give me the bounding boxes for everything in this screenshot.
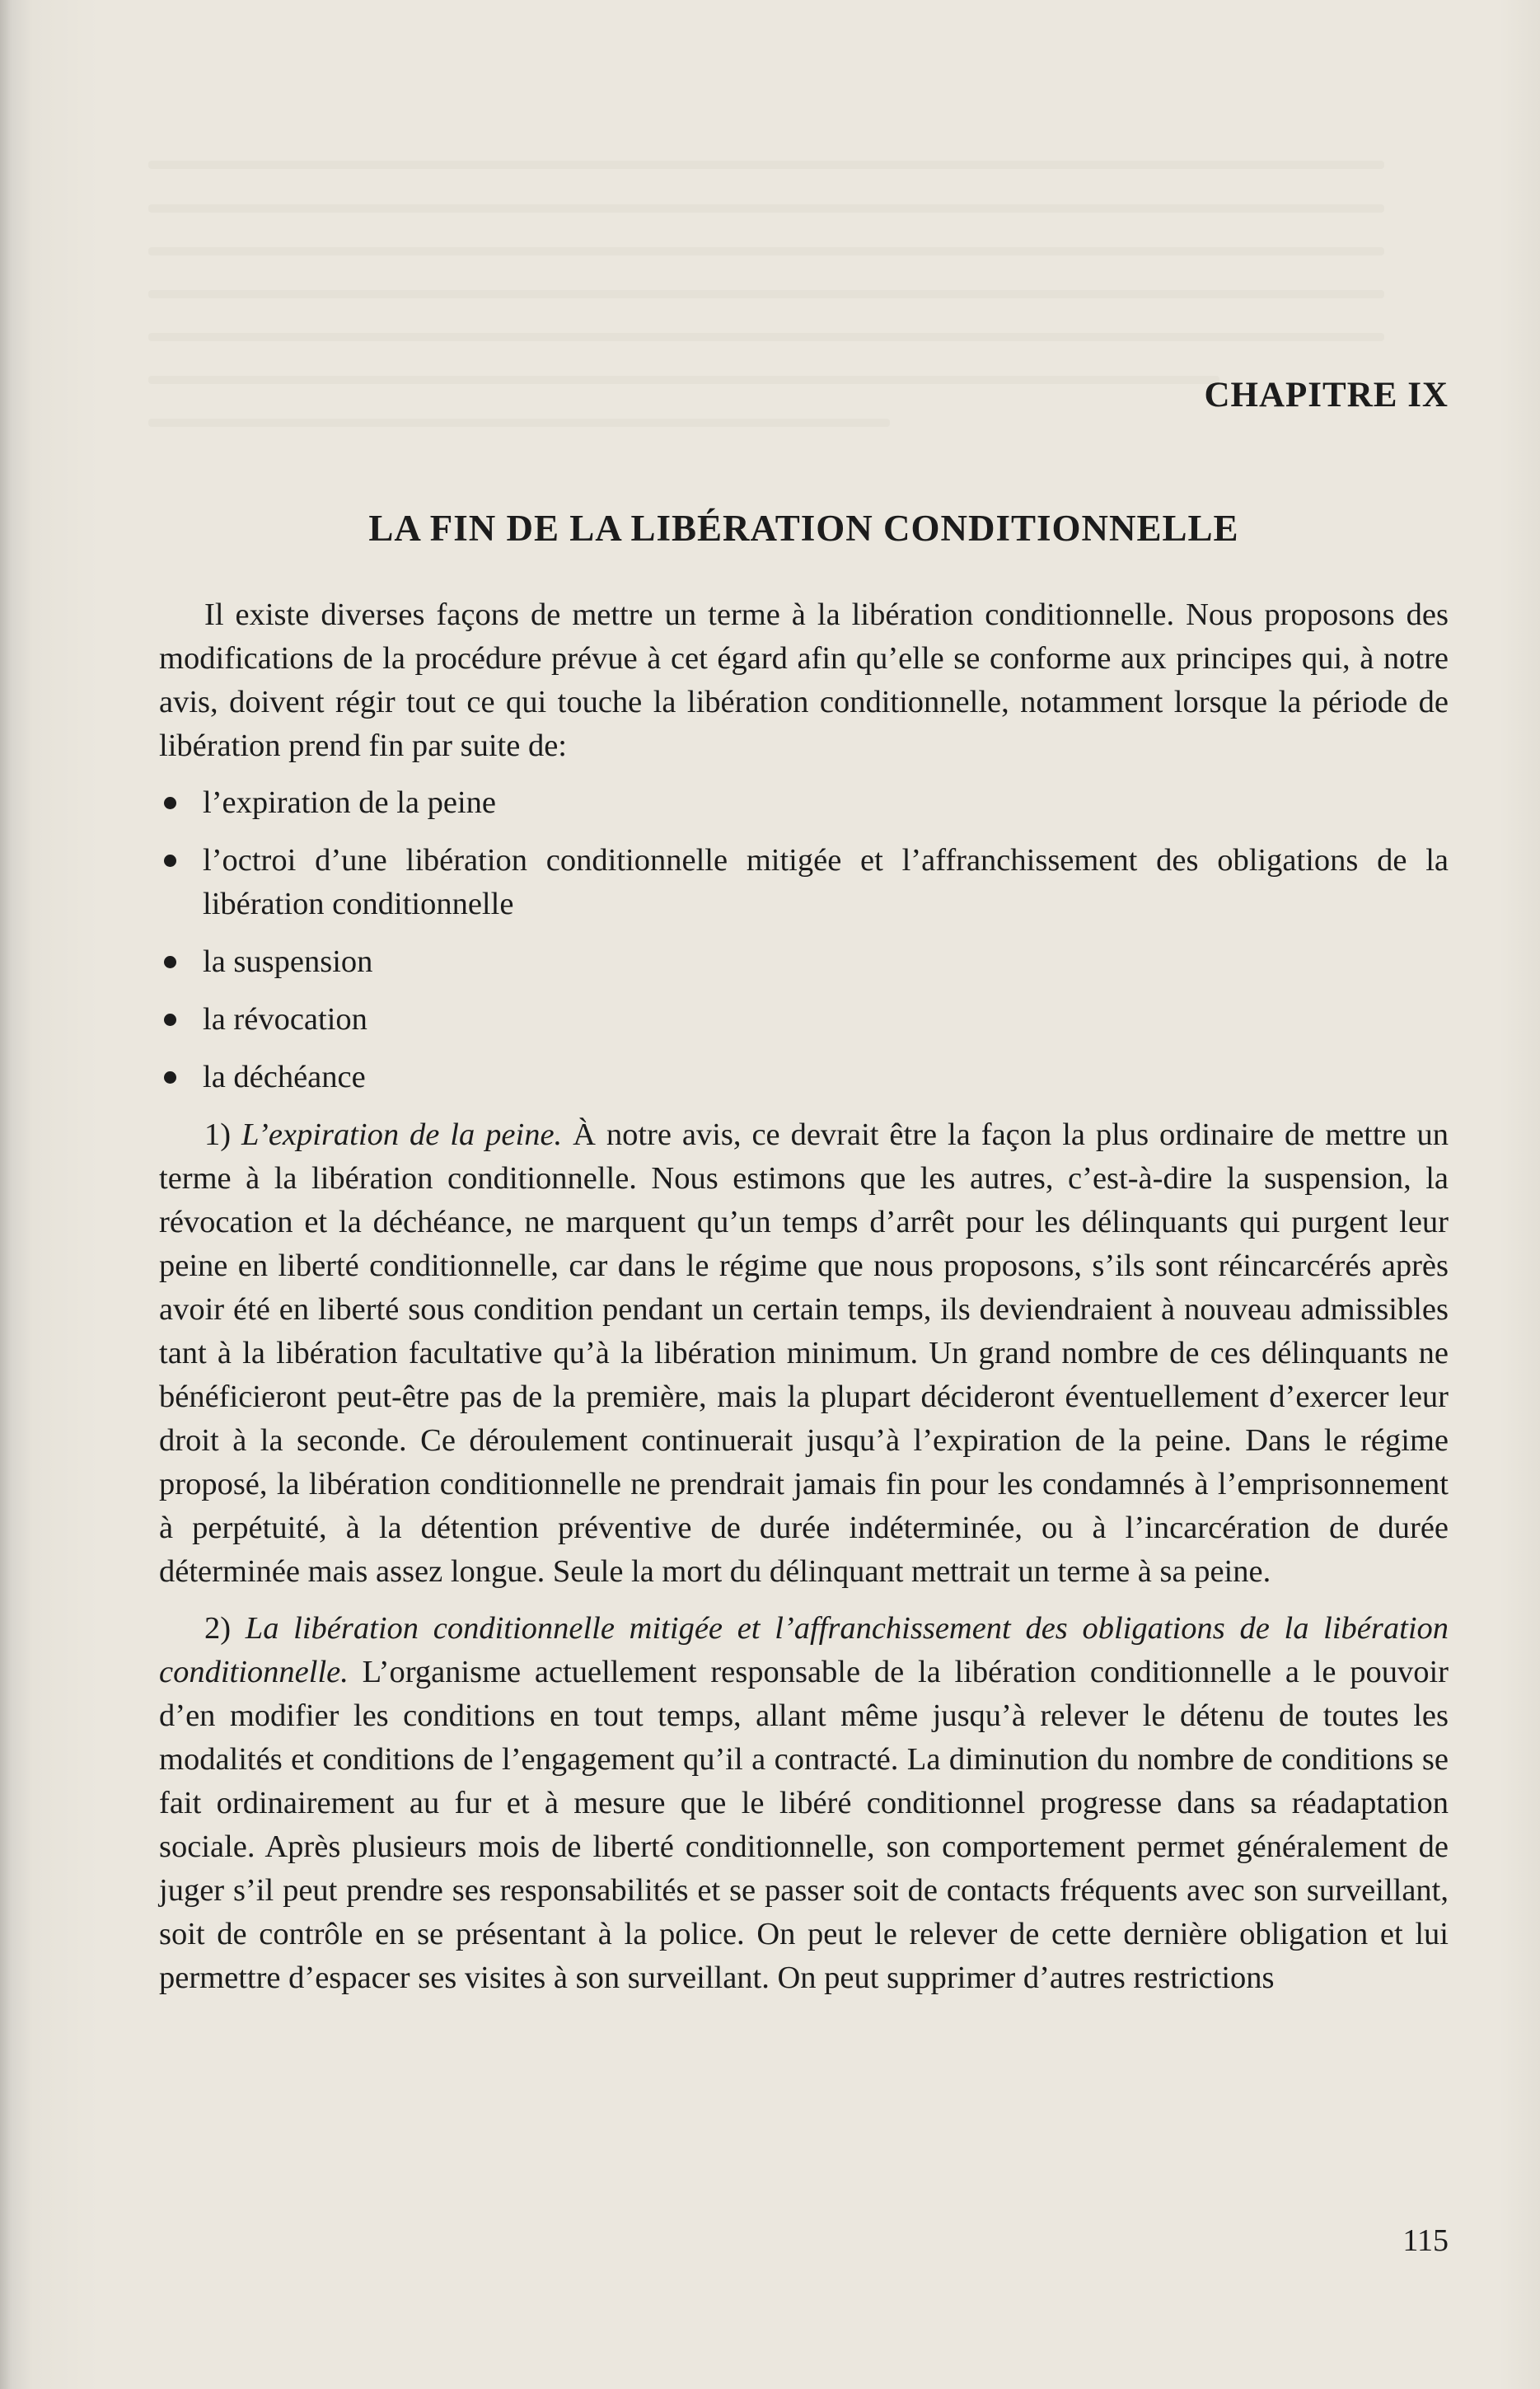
list-item-text: la déchéance: [203, 1060, 366, 1094]
section-2-heading: La libération conditionnelle mitigée et l’affranchissement des obligations de la libération conditionnelle.: [159, 1611, 1449, 1689]
section-1-heading: L’expiration de la peine.: [241, 1117, 563, 1152]
bullet-list: [159, 781, 1449, 1099]
bullet-icon: [164, 1014, 176, 1026]
list-item: [159, 1056, 1449, 1099]
section-2-text: L’organisme actuellement responsable de la libération conditionnelle a le pouvoir d’en modifier les conditions en tout temps, allant même jusqu’à relever le détenu de toutes les modalités et conditions de l’engagement qu’il a contracté. La diminution du nombre de conditions se fait ordinairement au fur et à mesure que le libéré conditionnel progresse dans sa réadaptation sociale. Après plusieurs mois de liberté conditionnelle, son comportement permet généralement de juger s’il peut prendre ses responsabilités et se passer soit de contacts fréquents avec son surveillant, soit de contrôle en se présentant à la police. On peut le relever de cette dernière obligation et lui permettre d’espacer ses visites à son surveillant. On peut supprimer d’autres restrictions: [159, 1655, 1449, 1995]
section-1-number: 1): [204, 1117, 232, 1152]
show-through-line: [148, 376, 1219, 384]
intro-paragraph: Il existe diverses façons de mettre un terme à la libération conditionnelle. Nous proposons des modifications de la procédure prévue à cet égard afin qu’elle se conforme aux principes qui, à notre avis, doivent régir tout ce qui touche la libération conditionnelle, notamment lorsque la période de libération prend fin par suite de:: [159, 597, 1449, 763]
section-2-paragraph: [159, 1607, 1449, 2000]
list-item-text: l’octroi d’une libération conditionnelle mitigée et l’affranchissement des obligations de la libération conditionnelle: [203, 843, 1449, 921]
show-through-line: [148, 247, 1384, 255]
list-item: [159, 940, 1449, 984]
bullet-icon: [164, 956, 176, 968]
list-item: [159, 781, 1449, 825]
show-through-line: [148, 333, 1384, 341]
chapter-heading: CHAPITRE IX: [1204, 376, 1449, 415]
list-item: [159, 998, 1449, 1042]
show-through-line: [148, 161, 1384, 169]
list-item: [159, 839, 1449, 926]
list-item-text: la suspension: [203, 944, 373, 979]
page-title: LA FIN DE LA LIBÉRATION CONDITIONNELLE: [368, 508, 1239, 549]
show-through-line: [148, 290, 1384, 298]
list-item-text: la révocation: [203, 1002, 367, 1037]
page-number: 115: [1402, 2223, 1449, 2258]
body-text: [159, 593, 1449, 2000]
show-through-line: [148, 204, 1384, 213]
show-through-line: [148, 419, 890, 427]
bullet-icon: [164, 855, 176, 867]
section-1-text: À notre avis, ce devrait être la façon la plus ordinaire de mettre un terme à la libération conditionnelle. Nous estimons que les autres, c’est-à-dire la suspension, la révocation et la déchéance, ne marquent qu’un temps d’arrêt pour les délinquants qui purgent leur peine en liberté conditionnelle, car dans le régime que nous proposons, s’ils sont réincarcérés après avoir été en liberté sous condition pendant un certain temps, ils deviendraient à nouveau admissibles tant à la libération facultative qu’à la libération minimum. Un grand nombre de ces délinquants ne bénéficieront peut-être pas de la première, mais la plupart décideront éventuellement d’exercer leur droit à la seconde. Ce déroulement continuerait jusqu’à l’expiration de la peine. Dans le régime proposé, la libération conditionnelle ne prendrait jamais fin pour les condamnés à l’emprisonnement à perpétuité, à la détention préventive de durée indéterminée, ou à l’incarcération de durée déterminée mais assez longue. Seule la mort du délinquant mettrait un terme à sa peine.: [159, 1117, 1449, 1589]
bullet-icon: [164, 797, 176, 809]
bullet-icon: [164, 1071, 176, 1084]
list-item-text: l’expiration de la peine: [203, 785, 496, 820]
section-1-paragraph: [159, 1113, 1449, 1594]
section-2-number: 2): [204, 1611, 232, 1646]
